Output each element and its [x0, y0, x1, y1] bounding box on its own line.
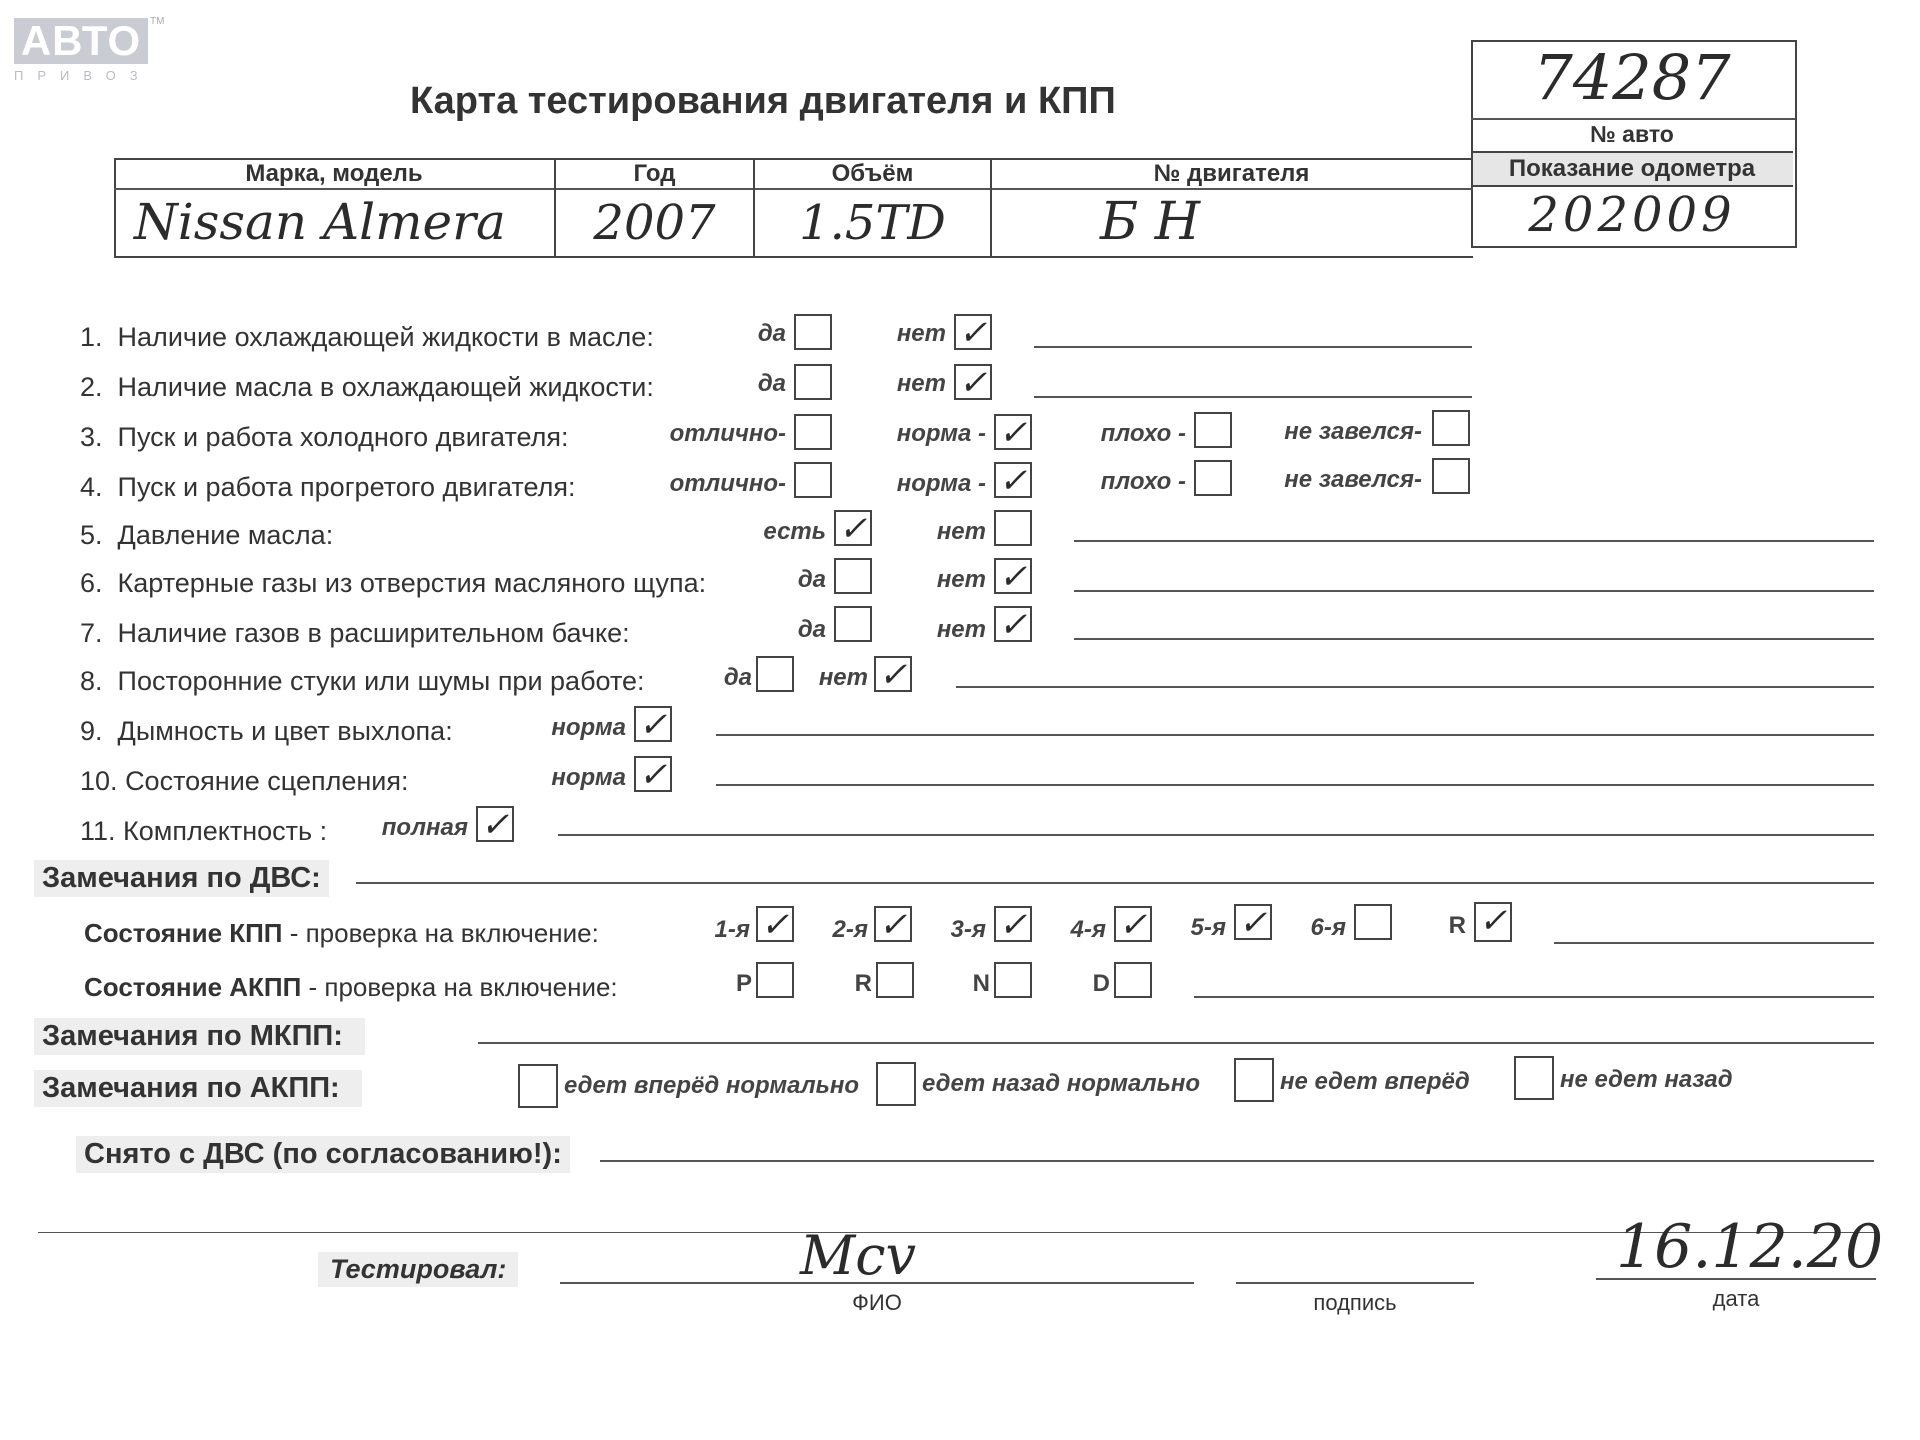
check-mark: ✓ — [998, 461, 1028, 501]
date-caption: дата — [1712, 1286, 1760, 1311]
signature-line[interactable] — [1236, 1282, 1474, 1284]
checkbox-q5-yes[interactable] — [834, 509, 872, 549]
akpp-label — [84, 972, 618, 1003]
option-label: есть — [763, 518, 826, 545]
option-label: норма - — [896, 470, 986, 497]
checkbox-q6-no[interactable] — [994, 557, 1032, 597]
auto-number-label: № авто — [1590, 121, 1674, 147]
question-text: Наличие газов в расширительном бачке: — [117, 618, 630, 648]
comment-line[interactable] — [716, 734, 1874, 736]
checkbox-q4-bad[interactable] — [1194, 460, 1232, 496]
page-title: Карта тестирования двигателя и КПП — [410, 80, 1116, 122]
question-text: Состояние сцепления: — [125, 766, 409, 796]
signature-caption: подпись — [1313, 1290, 1397, 1315]
question-5 — [80, 520, 333, 551]
option-label: да — [757, 320, 786, 347]
header-value-engine-number: Б Н — [1100, 192, 1201, 252]
checkbox-q3-excellent[interactable] — [794, 414, 832, 450]
divider — [1471, 118, 1795, 120]
question-text: Пуск и работа прогретого двигателя: — [117, 472, 576, 502]
kpp-label-rest: - проверка на включение: — [282, 918, 599, 948]
question-8 — [80, 666, 645, 697]
check-mark: ✓ — [998, 557, 1028, 597]
option-label: не завелся- — [1284, 466, 1422, 493]
checkbox-q10-normal[interactable] — [634, 755, 672, 795]
option-label: да — [797, 566, 826, 593]
checkbox-forward-normal[interactable] — [518, 1064, 558, 1108]
question-4 — [80, 472, 575, 503]
question-text: Посторонние стуки или шумы при работе: — [117, 666, 645, 696]
section-remarks-mkpp: Замечания по МКПП: — [34, 1018, 365, 1055]
header-col-year: Год — [633, 160, 676, 187]
akpp-label-bold: Состояние АКПП — [84, 972, 302, 1002]
option-label: нет — [896, 370, 946, 397]
question-number: 1. — [80, 322, 103, 352]
logo-main-text: АВТО — [14, 18, 148, 64]
header-value-year: 2007 — [593, 195, 716, 251]
checkbox-q4-normal[interactable] — [994, 461, 1032, 501]
option-label: отлично- — [669, 470, 786, 497]
check-mark: ✓ — [878, 655, 908, 695]
checkbox-gear-3[interactable] — [994, 905, 1032, 945]
date-value: 16.12.20 — [1616, 1212, 1884, 1282]
akpp-position-label: N — [972, 970, 990, 997]
removed-line[interactable] — [600, 1160, 1874, 1162]
question-number: 10. — [80, 766, 118, 796]
fio-line[interactable] — [560, 1282, 1194, 1284]
checkbox-q11-complete[interactable] — [476, 805, 514, 845]
header-col-volume: Объём — [831, 160, 914, 187]
option-label: нет — [818, 664, 868, 691]
check-mark: ✓ — [998, 905, 1028, 945]
comment-line[interactable] — [1034, 346, 1472, 348]
gear-label: R — [1448, 912, 1466, 939]
check-mark: ✓ — [838, 509, 868, 549]
option-label: нет — [936, 616, 986, 643]
question-number: 2. — [80, 372, 103, 402]
question-6 — [80, 568, 706, 599]
fio-value: Mcv — [800, 1224, 917, 1287]
option-label: плохо - — [1100, 468, 1186, 495]
checkbox-q3-normal[interactable] — [994, 413, 1032, 453]
footer-divider — [38, 1232, 1878, 1233]
akpp-label-rest: - проверка на включение: — [301, 972, 618, 1002]
option-label: норма - — [896, 420, 986, 447]
question-text: Наличие охлаждающей жидкости в масле: — [117, 322, 654, 352]
checkbox-q4-no-start[interactable] — [1432, 458, 1470, 494]
question-11 — [80, 816, 327, 847]
question-number: 7. — [80, 618, 103, 648]
question-text: Картерные газы из отверстия масляного щупа: — [117, 568, 707, 598]
option-label: нет — [936, 566, 986, 593]
question-number: 8. — [80, 666, 103, 696]
checkbox-q7-yes[interactable] — [834, 606, 872, 642]
question-number: 3. — [80, 422, 103, 452]
header-col-model: Марка, модель — [245, 160, 423, 187]
question-number: 4. — [80, 472, 103, 502]
comment-line[interactable] — [1074, 590, 1874, 592]
checkbox-gear-r[interactable] — [1474, 902, 1512, 942]
check-mark: ✓ — [1238, 903, 1268, 943]
option-label: нет — [936, 518, 986, 545]
question-text: Дымность и цвет выхлопа: — [117, 716, 453, 746]
question-text: Пуск и работа холодного двигателя: — [117, 422, 569, 452]
comment-line[interactable] — [956, 686, 1874, 688]
header-value-model: Nissan Almera — [134, 193, 506, 251]
comment-line[interactable] — [1074, 540, 1874, 542]
checkbox-akpp-d[interactable] — [1114, 962, 1152, 998]
gear-label: 3-я — [950, 916, 986, 943]
checkbox-q5-no[interactable] — [994, 510, 1032, 546]
kpp-comment-line[interactable] — [1554, 942, 1874, 944]
option-label: плохо - — [1100, 420, 1186, 447]
comment-line[interactable] — [716, 784, 1874, 786]
checkbox-q8-no[interactable] — [874, 655, 912, 695]
question-number: 5. — [80, 520, 103, 550]
fio-caption: ФИО — [852, 1290, 902, 1315]
check-mark: ✓ — [878, 905, 908, 945]
check-mark: ✓ — [1118, 905, 1148, 945]
checkbox-q9-normal[interactable] — [634, 705, 672, 745]
option-label: нет — [896, 320, 946, 347]
check-mark: ✓ — [480, 805, 510, 845]
gear-label: 1-я — [714, 916, 750, 943]
akpp-position-label: P — [735, 970, 752, 997]
header-col-engine-number: № двигателя — [1153, 160, 1310, 187]
checkbox-q4-excellent[interactable] — [794, 462, 832, 498]
checkbox-q1-yes[interactable] — [794, 314, 832, 350]
divider — [114, 188, 1473, 190]
checkbox-gear-6[interactable] — [1354, 904, 1392, 940]
tested-label: Тестировал: — [318, 1252, 518, 1287]
remarks-dvs-line[interactable] — [356, 882, 1874, 884]
akpp-option-label: едет назад нормально — [922, 1070, 1201, 1097]
checkbox-q6-yes[interactable] — [834, 558, 872, 594]
akpp-option-label: не едет назад — [1560, 1066, 1733, 1093]
check-mark: ✓ — [998, 413, 1028, 453]
question-text: Наличие масла в охлаждающей жидкости: — [117, 372, 654, 402]
option-label: полная — [381, 814, 468, 841]
check-mark: ✓ — [760, 905, 790, 945]
akpp-option-label: едет вперёд нормально — [564, 1072, 860, 1099]
question-3 — [80, 422, 569, 453]
kpp-label — [84, 918, 599, 949]
checkbox-gear-4[interactable] — [1114, 905, 1152, 945]
gear-label: 6-я — [1310, 914, 1346, 941]
checkbox-q2-yes[interactable] — [794, 364, 832, 400]
checkbox-q1-no[interactable] — [954, 313, 992, 353]
section-removed: Снято с ДВС (по согласованию!): — [76, 1136, 570, 1173]
check-mark: ✓ — [958, 363, 988, 403]
question-1 — [80, 322, 654, 353]
question-number: 6. — [80, 568, 103, 598]
kpp-label-bold: Состояние КПП — [84, 918, 283, 948]
checkbox-gear-2[interactable] — [874, 905, 912, 945]
option-label: да — [797, 616, 826, 643]
check-mark: ✓ — [1478, 901, 1508, 941]
question-text: Комплектность : — [123, 816, 328, 846]
comment-line[interactable] — [558, 834, 1874, 836]
check-mark: ✓ — [638, 705, 668, 745]
checkbox-q8-yes[interactable] — [756, 656, 794, 692]
checkbox-q7-no[interactable] — [994, 605, 1032, 645]
option-label: да — [757, 370, 786, 397]
question-9 — [80, 716, 453, 747]
odometer-label: Показание одометра — [1508, 155, 1756, 182]
gear-label: 5-я — [1190, 914, 1226, 941]
check-mark: ✓ — [638, 755, 668, 795]
remarks-mkpp-line[interactable] — [478, 1042, 1874, 1044]
option-label: да — [723, 664, 752, 691]
auto-number-value: 74287 — [1533, 41, 1731, 114]
checkbox-q3-no-start[interactable] — [1432, 410, 1470, 446]
option-label: норма — [551, 714, 626, 741]
akpp-comment-line[interactable] — [1194, 996, 1874, 998]
checkbox-akpp-r[interactable] — [876, 962, 914, 998]
checkbox-no-backward[interactable] — [1514, 1056, 1554, 1100]
logo-tm: TM — [150, 16, 165, 27]
comment-line[interactable] — [1034, 396, 1472, 398]
option-label: не завелся- — [1284, 418, 1422, 445]
date-line[interactable] — [1596, 1278, 1876, 1280]
option-label: норма — [551, 764, 626, 791]
checkbox-gear-1[interactable] — [756, 905, 794, 945]
check-mark: ✓ — [958, 313, 988, 353]
section-remarks-dvs: Замечания по ДВС: — [34, 860, 329, 897]
checkbox-backward-normal[interactable] — [876, 1062, 916, 1106]
gear-label: 2-я — [832, 916, 868, 943]
question-10 — [80, 766, 408, 797]
section-remarks-akpp: Замечания по АКПП: — [34, 1070, 362, 1107]
question-number: 11. — [80, 816, 116, 846]
akpp-position-label: D — [1092, 970, 1110, 997]
checkbox-no-forward[interactable] — [1234, 1058, 1274, 1102]
gear-label: 4-я — [1070, 916, 1106, 943]
logo — [14, 16, 165, 83]
akpp-position-label: R — [854, 970, 872, 997]
header-value-volume: 1.5TD — [799, 195, 946, 251]
checkbox-q2-no[interactable] — [954, 363, 992, 403]
akpp-option-label: не едет вперёд — [1280, 1068, 1470, 1095]
question-2 — [80, 372, 654, 403]
checkbox-q3-bad[interactable] — [1194, 412, 1232, 448]
odometer-value: 202009 — [1528, 187, 1736, 243]
checkbox-gear-5[interactable] — [1234, 903, 1272, 943]
checkbox-akpp-n[interactable] — [994, 962, 1032, 998]
question-number: 9. — [80, 716, 103, 746]
check-mark: ✓ — [998, 605, 1028, 645]
checkbox-akpp-p[interactable] — [756, 962, 794, 998]
comment-line[interactable] — [1074, 638, 1874, 640]
logo-sub-text: ПРИВОЗ — [14, 68, 152, 83]
question-text: Давление масла: — [117, 520, 334, 550]
question-7 — [80, 618, 630, 649]
option-label: отлично- — [669, 420, 786, 447]
